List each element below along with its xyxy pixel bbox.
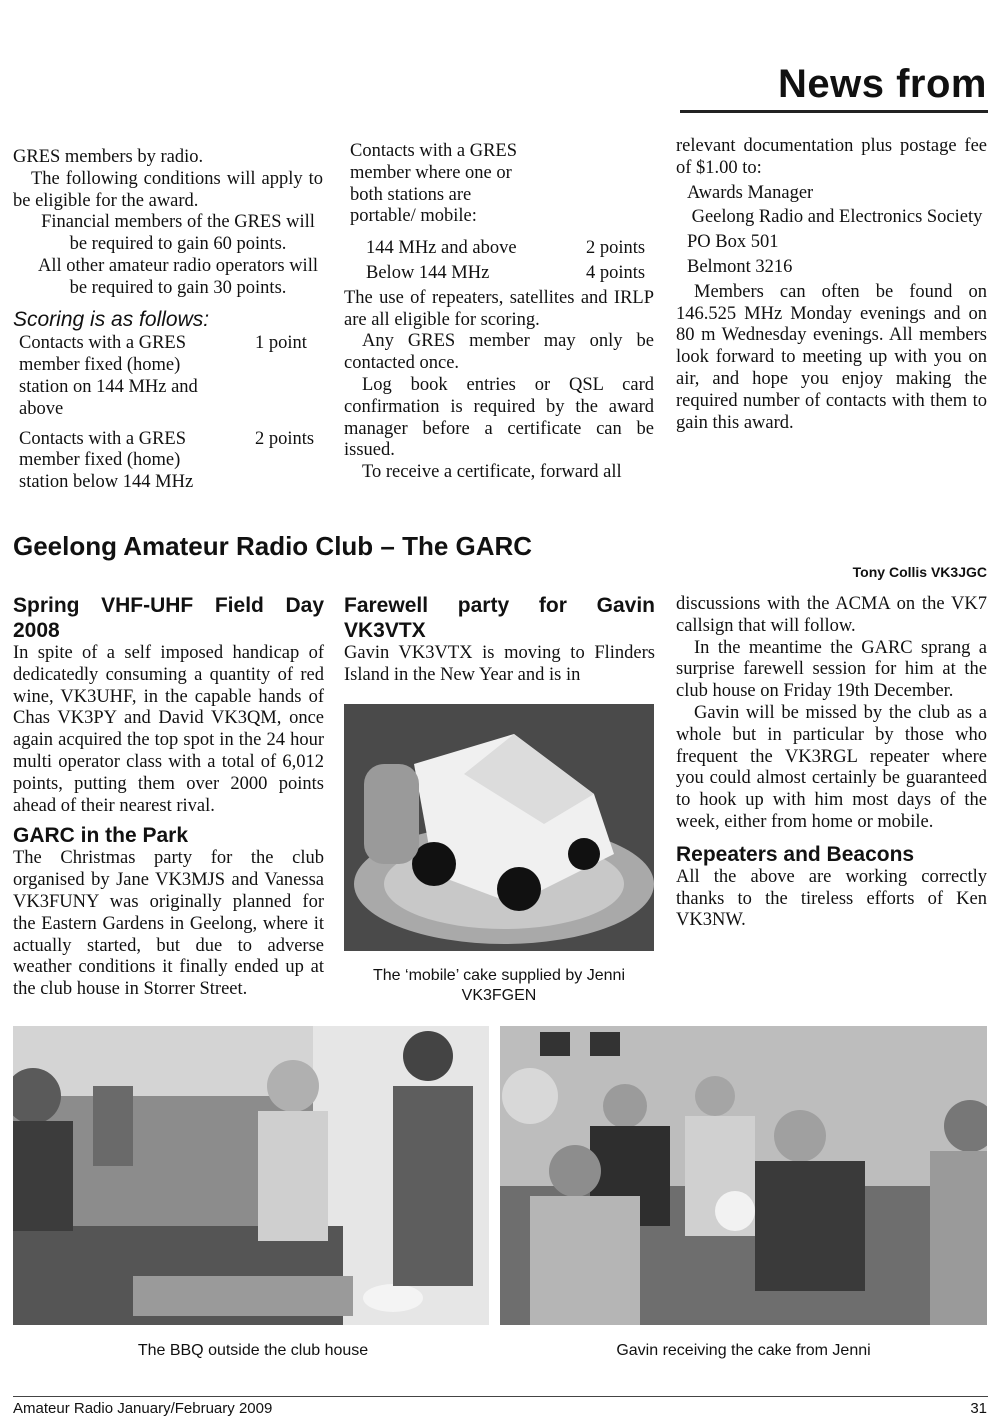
scoring-row	[13, 333, 323, 420]
cake-photo	[344, 704, 654, 951]
gres-column-3	[676, 136, 987, 434]
gres-p-repeaters: The use of repeaters, satellites and IRLP are all eligible for scoring.	[344, 287, 654, 330]
gres-column-2	[344, 141, 654, 484]
gres-portable-intro: Contacts with a GRES member where one or both stations are portable/ mobile:	[350, 141, 518, 227]
cake-illustration	[344, 704, 654, 951]
portable-band: 144 MHz and above	[366, 238, 517, 259]
scoring-row	[13, 429, 323, 494]
header-rule	[680, 110, 988, 113]
gres-p-once: Any GRES member may only be contacted once.	[344, 331, 654, 374]
gres-p-documentation: relevant documentation plus postage fee of $1.00 to:	[676, 136, 987, 178]
byline: Tony Collis VK3JGC	[852, 564, 987, 580]
portable-band: Below 144 MHz	[366, 262, 490, 283]
footer-publication: Amateur Radio January/February 2009	[13, 1400, 273, 1417]
portable-row	[344, 238, 654, 260]
portable-points: 2 points	[586, 238, 646, 259]
gres-p-forward: To receive a certificate, forward all	[362, 462, 622, 483]
bbq-illustration	[13, 1026, 489, 1325]
page-header-title: News from	[778, 62, 987, 106]
portable-points: 4 points	[586, 262, 646, 283]
scoring-row-desc: Contacts with a GRES member fixed (home) station below 144 MHz	[19, 428, 194, 493]
bbq-photo	[13, 1026, 489, 1325]
scoring-heading: Scoring is as follows:	[13, 307, 210, 331]
subhead-park: GARC in the Park	[13, 824, 189, 848]
farewell-body: Gavin VK3VTX is moving to Flinders Island in the New Year and is in	[344, 643, 655, 685]
gavin-caption: Gavin receiving the cake from Jenni	[616, 1342, 871, 1359]
address-line: Belmont 3216	[687, 256, 793, 277]
garc-p-meantime: In the meantime the GARC sprang a surprise farewell session for him at the club house on Friday 19th December.	[676, 637, 987, 702]
subhead-repeaters: Repeaters and Beacons	[676, 842, 915, 866]
address-line: PO Box 501	[687, 232, 779, 253]
gres-column-1	[13, 147, 323, 494]
gres-p3: Financial members of the GRES will be required to gain 60 points.	[41, 212, 315, 255]
field-day-body: In spite of a self imposed handicap of dedicatedly consuming a quantity of red wine, VK3UHF, in the capable hands of Chas VK3PY and David VK3QM, once again acquired the top spot in the 24 hour multi operator class with a total of 6,012 points, putting them over 2000 points ahead of their nearest rival.	[13, 643, 324, 816]
gavin-illustration	[500, 1026, 987, 1325]
scoring-row-desc: Contacts with a GRES member fixed (home) station on 144 MHz and above	[19, 333, 198, 419]
bbq-caption: The BBQ outside the club house	[137, 1342, 369, 1359]
park-body: The Christmas party for the club organised by Jane VK3MJS and Vanessa VK3FUNY was originally planned for the Eastern Gardens in Geelong, where it actually started, but due to adverse weather conditions it finally ended up at the club house in Storrer Street.	[13, 848, 324, 1000]
subhead-field-day: Spring VHF-UHF Field Day 2008	[13, 594, 324, 642]
scoring-row-points: 2 points	[255, 428, 315, 449]
cake-caption: The ‘mobile’ cake supplied by Jenni VK3FGEN	[373, 967, 625, 1004]
repeaters-body: All the above are working correctly thanks to the tireless efforts of Ken VK3NW.	[676, 866, 987, 931]
garc-p-missed: Gavin will be missed by the club as a whole but in particular by those who frequent the VK3RGL repeater where you could almost certainly be guaranteed to hook up with him most days of the week, either from home or mobile.	[676, 702, 987, 832]
gres-p-logbook: Log book entries or QSL card confirmation is required by the award manager before a certificate can be issued.	[344, 374, 654, 461]
address-line: Awards Manager	[687, 182, 814, 203]
gres-p-members: Members can often be found on 146.525 MHz Monday evenings and on 80 m Wednesday evenings. All members look forward to meeting up with you on air, and hope you enjoy making the required number of contacts with them to gain this award.	[676, 281, 987, 433]
gres-p4: All other amateur radio operators will be required to gain 30 points.	[38, 255, 318, 298]
section-title: Geelong Amateur Radio Club – The GARC	[13, 531, 533, 561]
scoring-row-points: 1 point	[255, 333, 307, 354]
gres-p2: The following conditions will apply to be eligible for the award.	[13, 168, 323, 211]
address-line: Geelong Radio and Electronics Society	[691, 207, 983, 228]
gavin-photo	[500, 1026, 987, 1325]
garc-p-acma: discussions with the ACMA on the VK7 callsign that will follow.	[676, 594, 987, 636]
garc-column-3	[676, 594, 987, 932]
footer-rule	[13, 1396, 988, 1397]
garc-column-1	[13, 593, 324, 1001]
portable-row	[344, 263, 654, 285]
garc-column-2	[344, 593, 655, 687]
page-number: 31	[970, 1400, 987, 1417]
subhead-farewell: Farewell party for Gavin VK3VTX	[344, 594, 655, 642]
gres-p1: GRES members by radio.	[13, 147, 204, 167]
